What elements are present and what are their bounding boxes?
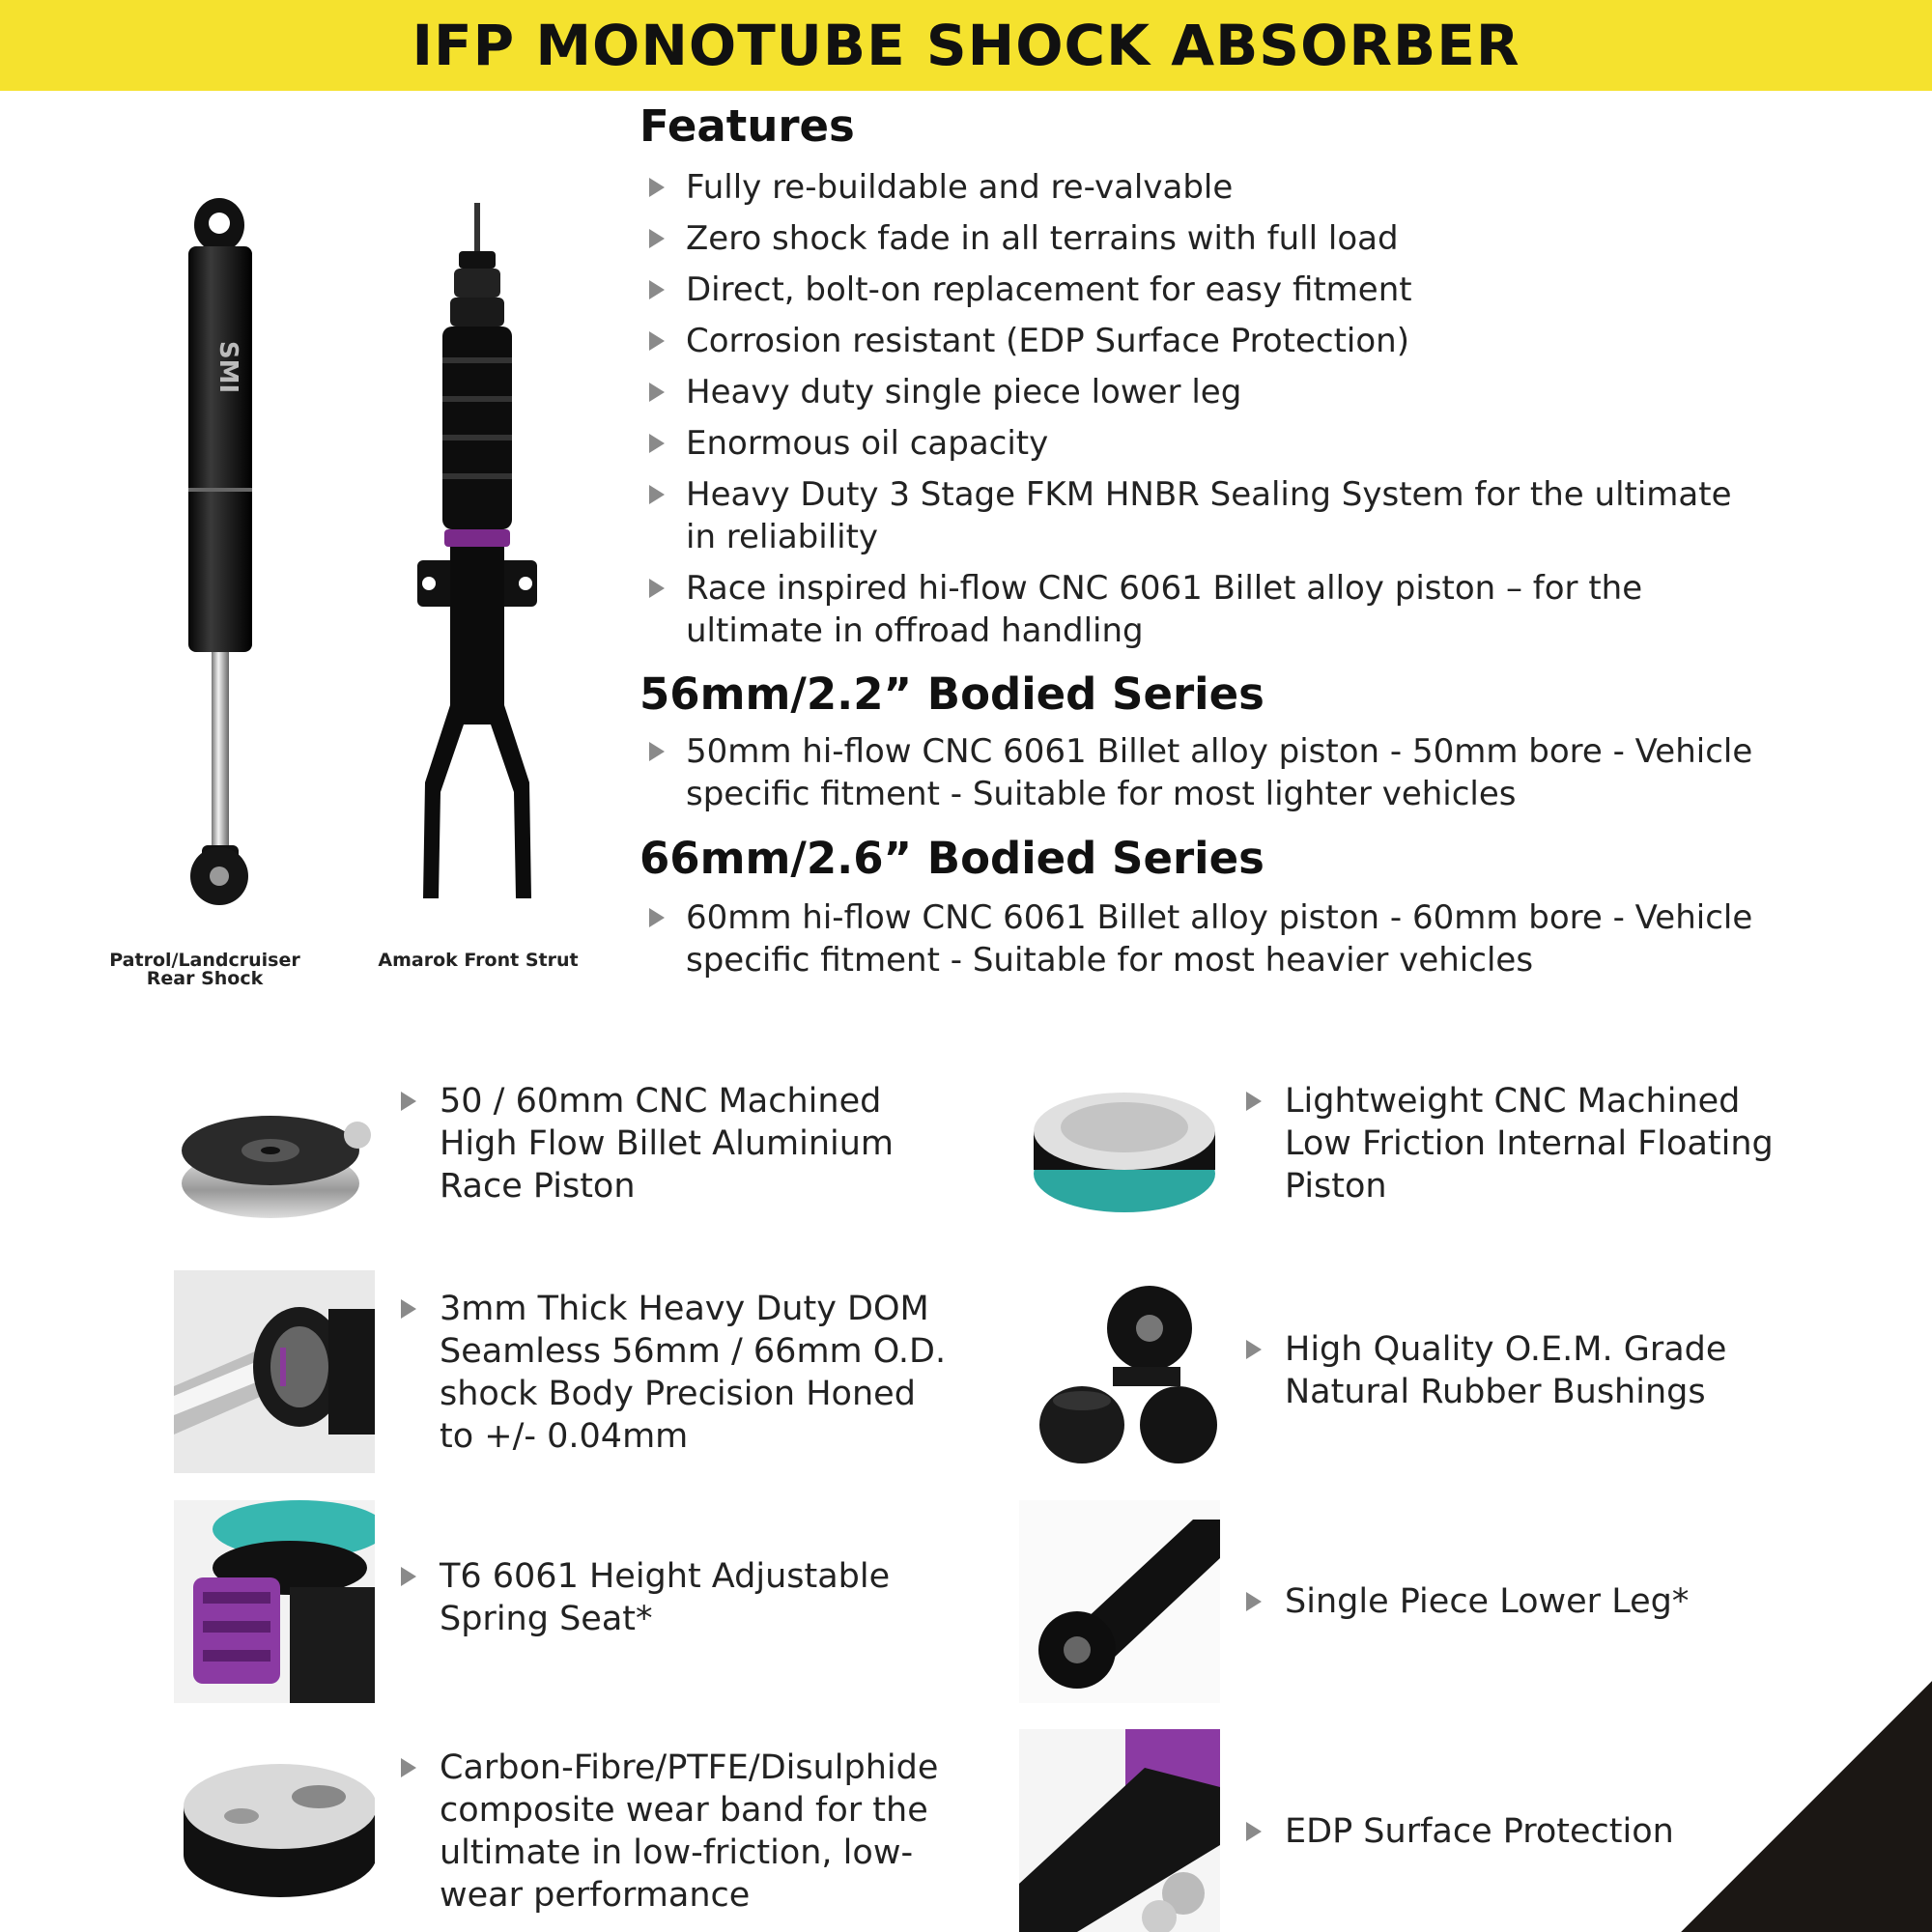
bullet-arrow-icon <box>649 579 665 598</box>
grid-item-text: Carbon-Fibre/PTFE/Disulphide composite wear band for the ultimate in low-friction, low-wear performance <box>401 1747 952 1917</box>
list-item: 50mm hi-flow CNC 6061 Billet alloy piston - 50mm bore - Vehicle specific fitment - Suitable for most lighter vehicles <box>645 730 1766 815</box>
bullet-arrow-icon <box>1246 1592 1262 1611</box>
grid-item-text: 50 / 60mm CNC Machined High Flow Billet Aluminium Race Piston <box>401 1080 952 1208</box>
grid-item-text: 3mm Thick Heavy Duty DOM Seamless 56mm / 66mm O.D. shock Body Precision Honed to +/- 0.04mm <box>401 1288 952 1458</box>
list-item: Heavy duty single piece lower leg <box>645 371 1766 413</box>
piston-icon <box>174 1053 375 1256</box>
bullet-arrow-icon <box>1246 1340 1262 1359</box>
list-item: Corrosion resistant (EDP Surface Protection) <box>645 320 1766 362</box>
list-item: Fully re-buildable and re-valvable <box>645 166 1766 209</box>
bullet-arrow-icon <box>649 742 665 761</box>
bullet-arrow-icon <box>401 1299 416 1319</box>
bullet-arrow-icon <box>401 1092 416 1111</box>
bullet-arrow-icon <box>1246 1092 1262 1111</box>
list-item: 60mm hi-flow CNC 6061 Billet alloy piston - 60mm bore - Vehicle specific fitment - Suitable for most heavier vehicles <box>645 896 1766 981</box>
grid-item-text: EDP Surface Protection <box>1246 1810 1787 1853</box>
bullet-arrow-icon <box>649 383 665 402</box>
grid-item-text: High Quality O.E.M. Grade Natural Rubber Bushings <box>1246 1328 1787 1413</box>
list-item: Heavy Duty 3 Stage FKM HNBR Sealing System for the ultimate in reliability <box>645 473 1766 558</box>
spring-seat-icon <box>174 1500 375 1703</box>
bullet-arrow-icon <box>1246 1822 1262 1841</box>
shock-body-icon <box>174 1270 375 1473</box>
bullet-arrow-icon <box>649 178 665 197</box>
list-item: Direct, bolt-on replacement for easy fitment <box>645 269 1766 311</box>
front-strut-caption: Amarok Front Strut <box>378 950 579 971</box>
series-56-list <box>645 730 1766 815</box>
bullet-arrow-icon <box>649 280 665 299</box>
lower-leg-icon <box>1019 1500 1220 1703</box>
grid-item-text: Single Piece Lower Leg* <box>1246 1580 1787 1623</box>
front-strut-image <box>406 203 551 898</box>
page-title: IFP MONOTUBE SHOCK ABSORBER <box>412 13 1520 78</box>
rubber-bushing-icon <box>1024 1270 1225 1473</box>
edp-protection-icon <box>1019 1729 1220 1932</box>
bullet-arrow-icon <box>401 1758 416 1777</box>
corner-decoration <box>1681 1681 1932 1932</box>
features-list <box>645 166 1766 652</box>
grid-item-text: T6 6061 Height Adjustable Spring Seat* <box>401 1555 952 1640</box>
series-66-list <box>645 896 1766 981</box>
bullet-arrow-icon <box>649 434 665 453</box>
bullet-arrow-icon <box>649 331 665 351</box>
floating-piston-icon <box>1024 1053 1225 1256</box>
series-56-heading: 56mm/2.2” Bodied Series <box>639 668 1264 720</box>
rear-shock-logo: SMI <box>213 340 242 394</box>
rear-shock-caption: Patrol/Landcruiser Rear Shock <box>109 950 300 989</box>
rear-shock-image <box>179 198 266 913</box>
list-item: Enormous oil capacity <box>645 422 1766 465</box>
bullet-arrow-icon <box>649 485 665 504</box>
list-item: Zero shock fade in all terrains with full load <box>645 217 1766 260</box>
series-66-heading: 66mm/2.6” Bodied Series <box>639 833 1264 884</box>
bullet-arrow-icon <box>649 908 665 927</box>
bullet-arrow-icon <box>401 1567 416 1586</box>
wear-band-icon <box>174 1729 375 1932</box>
features-heading: Features <box>639 100 855 152</box>
list-item: Race inspired hi-flow CNC 6061 Billet alloy piston – for the ultimate in offroad handling <box>645 567 1766 652</box>
grid-item-text: Lightweight CNC Machined Low Friction Internal Floating Piston <box>1246 1080 1787 1208</box>
bullet-arrow-icon <box>649 229 665 248</box>
